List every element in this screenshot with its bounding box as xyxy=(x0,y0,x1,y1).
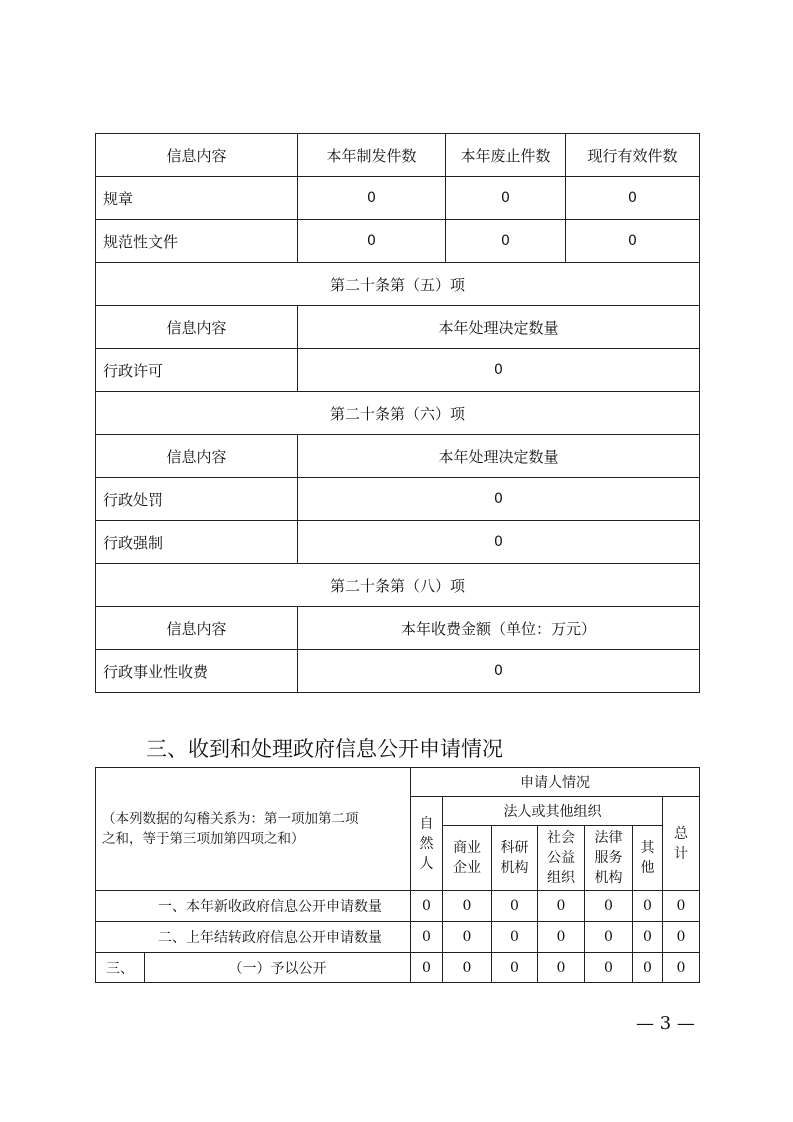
cell-value: 0 xyxy=(663,922,700,953)
total-header xyxy=(663,797,700,891)
header-line: 法律 xyxy=(594,830,623,846)
cell-value: 0 xyxy=(298,521,700,564)
table-row xyxy=(96,220,700,263)
cell-value: 0 xyxy=(585,922,633,953)
header-line: 商业 xyxy=(453,840,481,856)
header-line: 其 xyxy=(640,840,655,856)
cell-value: 0 xyxy=(492,891,538,922)
header-cell: 信息内容 xyxy=(96,306,298,349)
cell-value: 0 xyxy=(633,922,663,953)
header-line: 科研 xyxy=(500,840,529,856)
row-label: 二、上年结转政府信息公开申请数量 xyxy=(96,922,411,953)
research-institution-header xyxy=(492,826,538,891)
cell-value: 0 xyxy=(443,953,492,983)
cell-value: 0 xyxy=(566,177,700,220)
note-line: 之和，等于第三项加第四项之和） xyxy=(102,831,305,847)
table-row xyxy=(96,922,700,953)
applicant-header: 申请人情况 xyxy=(411,768,700,797)
header-cell: 本年处理决定数量 xyxy=(298,306,700,349)
cell-value: 0 xyxy=(492,922,538,953)
table-row xyxy=(96,478,700,521)
header-char: 然 xyxy=(419,835,434,852)
cell-value: 0 xyxy=(446,220,566,263)
header-line: 机构 xyxy=(500,860,529,876)
table-header-row xyxy=(96,768,700,797)
row-label: 行政处罚 xyxy=(96,478,298,521)
note-line: （本列数据的勾稽关系为：第一项加第二项 xyxy=(102,811,359,827)
header-line: 社会 xyxy=(547,830,575,846)
cell-value: 0 xyxy=(585,891,633,922)
cell-value: 0 xyxy=(446,177,566,220)
header-cell: 本年制发件数 xyxy=(298,134,446,177)
cell-value: 0 xyxy=(298,478,700,521)
cell-value: 0 xyxy=(663,953,700,983)
table-row xyxy=(96,953,700,983)
section-heading: 三、收到和处理政府信息公开申请情况 xyxy=(146,737,503,761)
cell-value: 0 xyxy=(538,953,585,983)
table-header-row xyxy=(96,435,700,478)
cell-value: 0 xyxy=(298,349,700,392)
other-header xyxy=(633,826,663,891)
page-number: — 3 — xyxy=(636,1013,695,1034)
header-char: 计 xyxy=(674,845,688,862)
public-welfare-org-header xyxy=(538,826,585,891)
application-table xyxy=(95,767,700,983)
cell-value: 0 xyxy=(411,953,443,983)
cell-value: 0 xyxy=(538,891,585,922)
table-header-row xyxy=(96,607,700,650)
cell-value: 0 xyxy=(298,650,700,693)
cell-value: 0 xyxy=(411,922,443,953)
cell-value: 0 xyxy=(585,953,633,983)
header-cell: 信息内容 xyxy=(96,435,298,478)
header-line: 机构 xyxy=(594,870,623,886)
header-line: 组织 xyxy=(547,870,575,886)
cell-value: 0 xyxy=(566,220,700,263)
row-label: 行政许可 xyxy=(96,349,298,392)
header-cell: 信息内容 xyxy=(96,134,298,177)
row-label: 三、 xyxy=(96,953,145,983)
row-label: 行政强制 xyxy=(96,521,298,564)
table-note xyxy=(96,768,411,891)
table-row xyxy=(96,521,700,564)
cell-value: 0 xyxy=(492,953,538,983)
row-label: 一、本年新收政府信息公开申请数量 xyxy=(96,891,411,922)
cell-value: 0 xyxy=(298,177,446,220)
cell-value: 0 xyxy=(663,891,700,922)
header-cell: 现行有效件数 xyxy=(566,134,700,177)
row-label: 行政事业性收费 xyxy=(96,650,298,693)
cell-value: 0 xyxy=(633,891,663,922)
header-char: 总 xyxy=(674,825,688,842)
natural-person-header xyxy=(411,797,443,891)
table-header-row xyxy=(96,134,700,177)
section-title-row xyxy=(96,392,700,435)
row-label: 规章 xyxy=(96,177,298,220)
header-char: 自 xyxy=(419,815,434,832)
cell-value: 0 xyxy=(538,922,585,953)
legal-service-header xyxy=(585,826,633,891)
header-line: 他 xyxy=(640,860,655,876)
header-cell: 本年收费金额（单位：万元） xyxy=(298,607,700,650)
commercial-enterprise-header xyxy=(443,826,492,891)
table-row xyxy=(96,177,700,220)
table-row xyxy=(96,891,700,922)
cell-value: 0 xyxy=(298,220,446,263)
table-row xyxy=(96,650,700,693)
cell-value: 0 xyxy=(443,922,492,953)
header-cell: 本年处理决定数量 xyxy=(298,435,700,478)
regulation-table xyxy=(95,133,700,693)
section-title-row xyxy=(96,263,700,306)
header-line: 企业 xyxy=(453,860,481,876)
header-char: 人 xyxy=(419,855,434,872)
cell-value: 0 xyxy=(411,891,443,922)
row-label: 规范性文件 xyxy=(96,220,298,263)
header-line: 公益 xyxy=(547,850,575,866)
table-header-row xyxy=(96,306,700,349)
header-cell: 信息内容 xyxy=(96,607,298,650)
section-title: 第二十条第（八）项 xyxy=(96,564,700,607)
header-line: 服务 xyxy=(594,850,623,866)
row-sublabel: （一）予以公开 xyxy=(145,953,411,983)
section-title-row xyxy=(96,564,700,607)
cell-value: 0 xyxy=(633,953,663,983)
legal-entity-header: 法人或其他组织 xyxy=(443,797,663,826)
section-title: 第二十条第（六）项 xyxy=(96,392,700,435)
table-row xyxy=(96,349,700,392)
header-cell: 本年废止件数 xyxy=(446,134,566,177)
section-title: 第二十条第（五）项 xyxy=(96,263,700,306)
cell-value: 0 xyxy=(443,891,492,922)
